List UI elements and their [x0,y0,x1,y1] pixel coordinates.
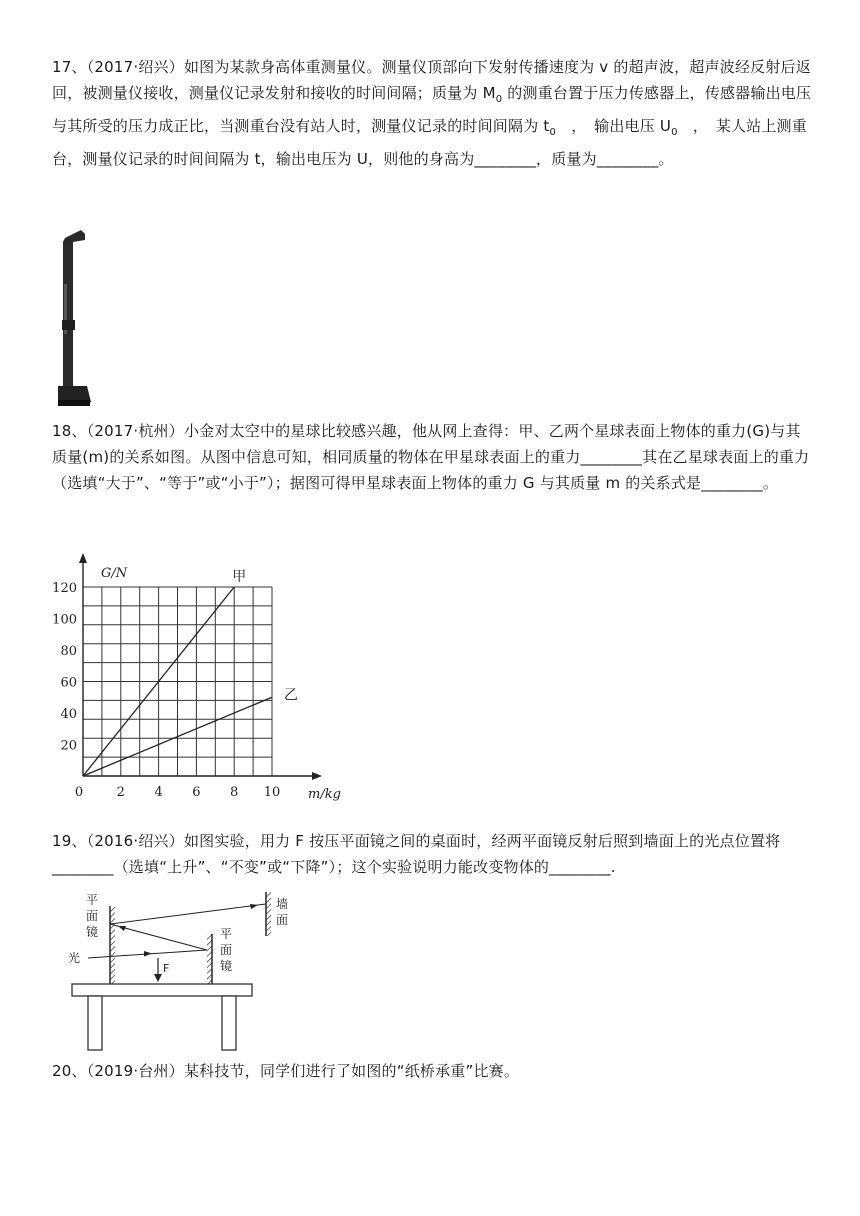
question-18-text: 18、（2017·杭州）小金对太空中的星球比较感兴趣，他从网上查得：甲、乙两个星球表面上物体的重力(G)与其质量(m)的关系如图。从图中信息可知，相同质量的物体在甲星球表面上的重力________其在乙星球表面上的重力（选填“大于”、“等于”或“小于”）；据图可得甲星球表面上物体的重力 G 与其质量 m 的关系式是________。 [52,422,810,492]
label-left-mirror-3: 镜 [86,925,99,939]
y-tick-label: 80 [60,644,77,659]
y-tick-label: 100 [52,612,77,628]
gravity-mass-chart [52,562,345,812]
y-axis-label: G/N [101,566,128,581]
question-17-text: 17、（2017·绍兴）如图为某款身高体重测量仪。测量仪顶部向下发射传播速度为 v 的超声波，超声波经反射后返回，被测量仪接收，测量仪记录发射和接收的时间间隔；质量为 $M_0$ 的测重台置于压力传感器上，传感器输出电压与其所受的压力成正比，当测重台没有站人时，测量仪记录的时间间隔为 $t_0$ ， 输出电压 $U_0$ ， 某人站上测重台，测量仪记录的时间间隔为 t，输出电压为 U，则他的身高为________，质量为________。 [52,58,812,168]
x-axis-arrow [312,772,322,780]
y-tick-label: 40 [60,707,77,722]
right-mirror [207,934,212,984]
x-tick-label: 10 [263,785,281,800]
height-weight-meter-image [55,224,103,412]
question-20 [52,1058,812,1084]
label-right-mirror-1: 平 [220,927,233,941]
series-label: 甲 [232,569,247,585]
question-19 [52,828,812,880]
label-right-mirror-3: 镜 [220,959,233,973]
reflected-ray-2 [110,904,266,924]
x-tick-label: 4 [154,785,163,800]
table-top [72,984,252,996]
label-right-mirror-2: 面 [220,943,233,957]
question-19-text: 19、（2016·绍兴）如图实验，用力 F 按压平面镜之间的桌面时，经两平面镜反射后照到墙面上的光点位置将________（选填“上升”、“不变”或“下降”）；这个实验说明力能改变物体的________. [52,832,781,876]
table-leg-right [222,996,236,1050]
question-source: （2017·杭州） [86,422,184,440]
label-left-mirror-2: 面 [86,909,99,923]
question-source: （2019·台州） [86,1062,184,1080]
label-light: 光 [68,951,81,965]
series-label: 乙 [284,687,298,704]
y-tick-label: 60 [60,675,77,691]
label-left-mirror-1: 平 [86,893,99,907]
x-tick-label: 2 [116,785,125,800]
question-18 [52,418,812,496]
y-tick-label: 120 [52,581,77,596]
question-17 [52,54,812,172]
x-axis-label: m/kg [308,787,341,802]
y-axis-arrow [79,553,87,563]
x-tick-label: 8 [230,785,239,800]
question-source: （2016·绍兴） [86,832,184,850]
question-number: 19、 [52,832,87,850]
x-tick-label: 6 [192,785,201,800]
question-number: 17、 [52,58,87,76]
question-20-text: 20、（2019·台州）某科技节，同学们进行了如图的“纸桥承重”比赛。 [52,1062,520,1080]
origin-label: 0 [74,785,84,800]
left-mirror [110,906,115,984]
y-tick-label: 20 [60,738,77,754]
label-wall-1: 墙 [276,897,289,911]
question-source: （2017·绍兴） [86,58,184,76]
label-wall-2: 面 [276,913,289,927]
question-number: 20、 [52,1062,87,1080]
table-leg-left [88,996,102,1050]
wall [266,892,271,936]
question-number: 18、 [52,422,87,440]
label-force: F [163,962,170,975]
mirror-experiment-diagram [60,888,290,1058]
